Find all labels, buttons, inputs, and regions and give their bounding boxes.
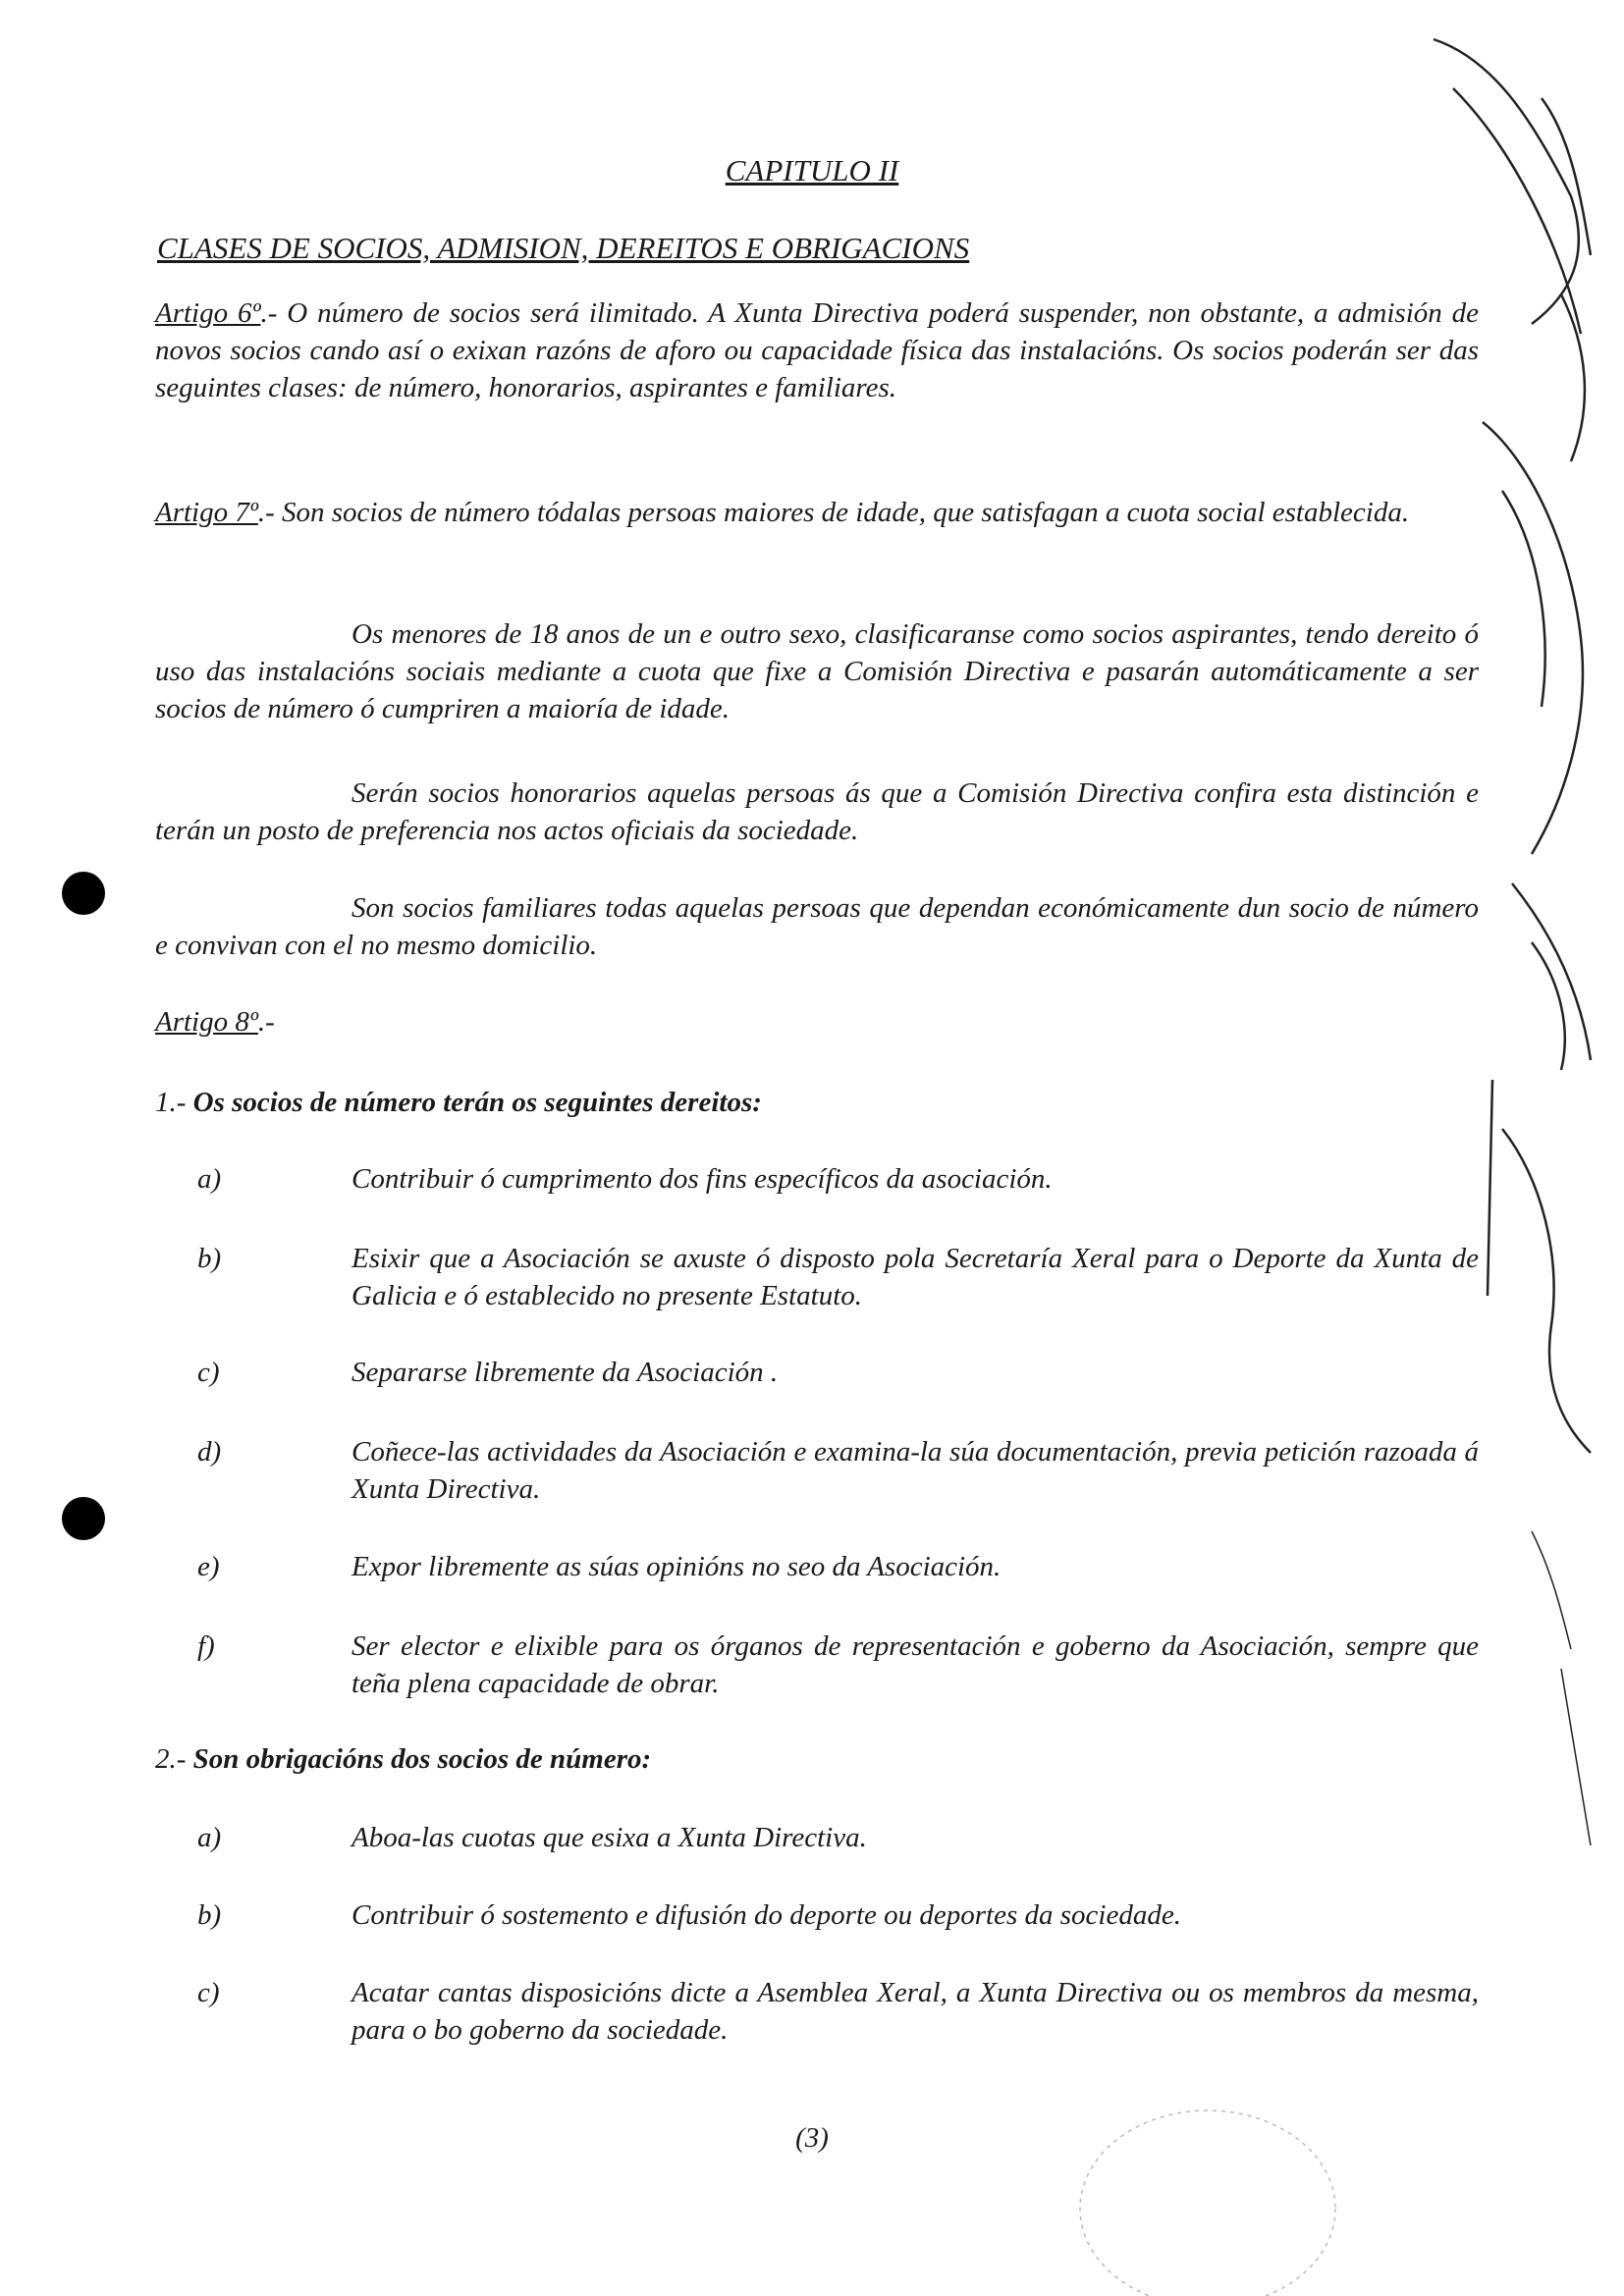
article-label: Artigo 6º xyxy=(155,297,261,329)
article-6: Artigo 6º.- O número de socios será ilimitado. A Xunta Directiva poderá suspender, non obstante, a admisión de novos socios cando así o exixan razóns de aforo ou capacidade física das instalacións. Os socios poderán ser das seguintes clases: de número, honorarios, aspirantes e familiares. xyxy=(155,297,1479,403)
list-letter: c) xyxy=(197,1357,220,1388)
section-heading: CLASES DE SOCIOS, ADMISION, DEREITOS E OBRIGACIONS xyxy=(157,231,970,265)
article-7: Artigo 7º.- Son socios de número tódalas persoas maiores de idade, que satisfagan a cuota social establecida. xyxy=(155,497,1410,528)
list-letter: f) xyxy=(197,1630,215,1662)
list-letter: c) xyxy=(197,1977,220,2008)
page-number: (3) xyxy=(795,2122,829,2154)
paragraph-aspirantes: Os menores de 18 anos de un e outro sexo, clasificaranse como socios aspirantes, tendo dereito ó uso das instalacións sociais mediante a cuota que fixe a Comisión Directiva e pasarán automáticamente a ser socios de número ó cumpriren a maioría de idade. xyxy=(155,618,1479,724)
article-label: Artigo 7º xyxy=(155,497,258,528)
chapter-title: CAPITULO II xyxy=(725,153,899,187)
list-letter: a) xyxy=(197,1822,222,1853)
paragraph-honorarios: Serán socios honorarios aquelas persoas ás que a Comisión Directiva confira esta distinción e terán un posto de preferencia nos actos oficiais da sociedade. xyxy=(155,777,1479,846)
list-letter: e) xyxy=(197,1551,220,1582)
paragraph-familiares: Son socios familiares todas aquelas persoas que dependan económicamente dun socio de número e convivan con el no mesmo domicilio. xyxy=(155,892,1479,961)
list-item: Separarse libremente da Asociación . xyxy=(352,1357,779,1388)
obligations-heading: 2.- Son obrigacións dos socios de número: xyxy=(155,1743,652,1775)
list-item: Contribuir ó cumprimento dos fins específicos da asociación. xyxy=(352,1163,1053,1195)
list-letter: b) xyxy=(197,1899,222,1931)
punch-hole xyxy=(62,1497,105,1540)
list-letter: d) xyxy=(197,1436,222,1468)
list-item: Coñece-las actividades da Asociación e examina-la súa documentación, previa petición razoada á Xunta Directiva. xyxy=(352,1436,1479,1505)
list-item: Esixir que a Asociación se axuste ó disposto pola Secretaría Xeral para o Deporte da Xunta de Galicia e ó establecido no presente Estatuto. xyxy=(352,1243,1479,1311)
article-8: Artigo 8º.- xyxy=(155,1006,275,1038)
list-letter: b) xyxy=(197,1243,222,1274)
list-item: Acatar cantas disposicións dicte a Asemblea Xeral, a Xunta Directiva ou os membros da mesma, para o bo goberno da sociedade. xyxy=(352,1977,1479,2046)
list-item: Ser elector e elixible para os órganos de representación e goberno da Asociación, sempre que teña plena capacidade de obrar. xyxy=(352,1630,1479,1699)
list-item: Contribuir ó sostemento e difusión do deporte ou deportes da sociedade. xyxy=(352,1899,1181,1931)
punch-hole xyxy=(62,872,105,915)
article-label: Artigo 8º xyxy=(155,1006,258,1038)
list-item: Expor libremente as súas opinións no seo da Asociación. xyxy=(352,1551,1001,1582)
list-letter: a) xyxy=(197,1163,222,1195)
list-item: Aboa-las cuotas que esixa a Xunta Directiva. xyxy=(352,1822,867,1853)
rights-heading: 1.- Os socios de número terán os seguintes dereitos: xyxy=(155,1087,762,1118)
